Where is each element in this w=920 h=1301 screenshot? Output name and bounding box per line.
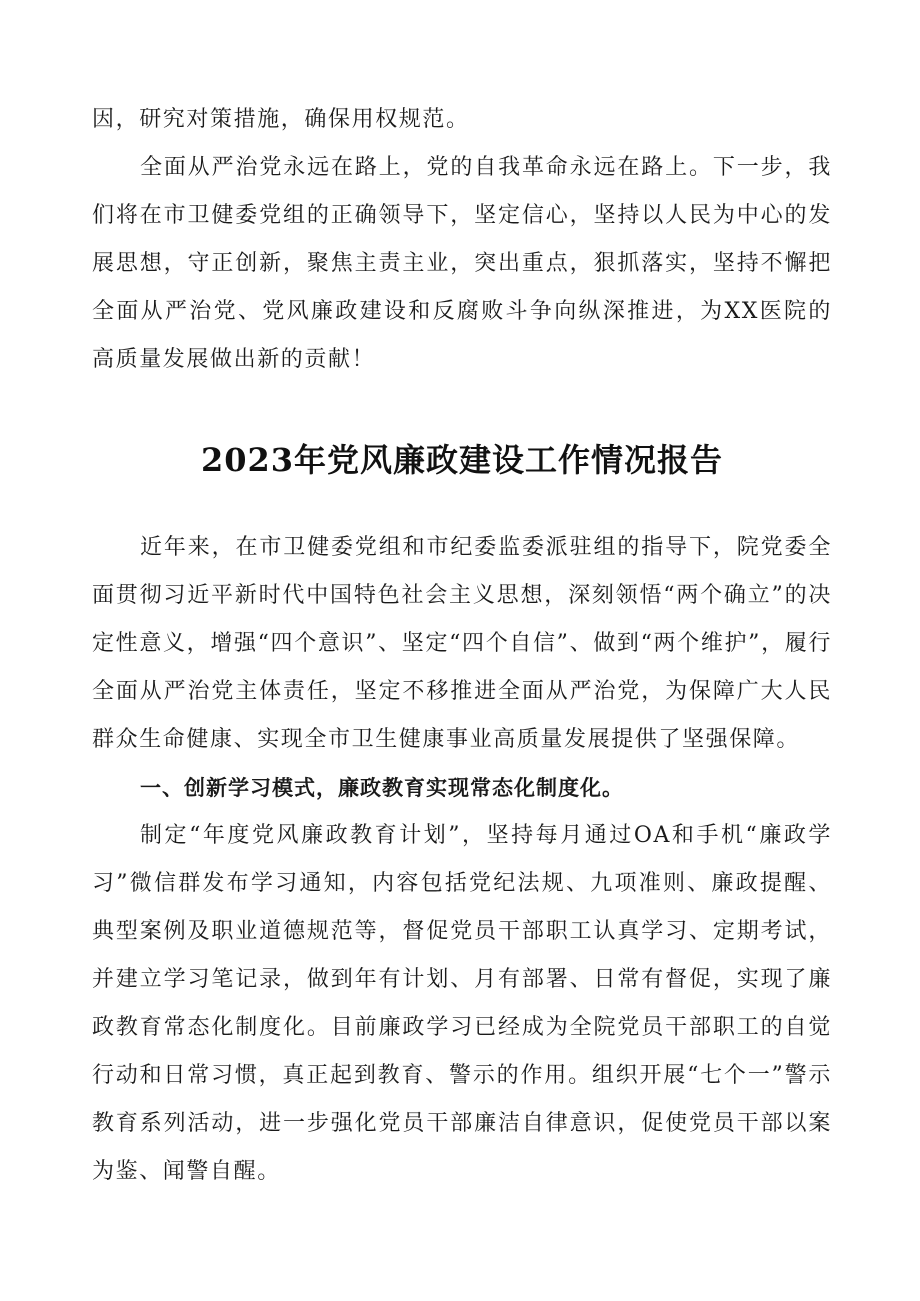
continued-paragraph: 因，研究对策措施，确保用权规范。 <box>92 107 470 132</box>
intro-paragraph: 近年来，在市卫健委党组和市纪委监委派驻组的指导下，院党委全面贯彻习近平新时代中国特色社会主义思想，深刻领悟“两个确立”的决定性意义，增强“四个意识”、坚定“四个自信”、做到“两个维护”，履行全面从严治党主体责任，坚定不移推进全面从严治党，为保障广大人民群众生命健康、实现全市卫生健康事业高质量发展提供了坚强保障。 <box>92 535 832 752</box>
document-page <box>92 96 832 1196</box>
report-title: 2023年党风廉政建设工作情况报告 <box>200 441 724 479</box>
section-body-paragraph: 制定“年度党风廉政教育计划”，坚持每月通过OA和手机“廉政学习”微信群发布学习通知，内容包括党纪法规、九项准则、廉政提醒、典型案例及职业道德规范等，督促党员干部职工认真学习、定期考试，并建立学习笔记录，做到年有计划、月有部署、日常有督促，实现了廉政教育常态化制度化。目前廉政学习已经成为全院党员干部职工的自觉行动和日常习惯，真正起到教育、警示的作用。组织开展“七个一”警示教育系列活动，进一步强化党员干部廉洁自律意识，促使党员干部以案为鉴、闻警自醒。 <box>92 823 832 1184</box>
closing-paragraph: 全面从严治党永远在路上，党的自我革命永远在路上。下一步，我们将在市卫健委党组的正确领导下，坚定信心，坚持以人民为中心的发展思想，守正创新，聚焦主责主业，突出重点，狠抓落实，坚持不懈把全面从严治党、党风廉政建设和反腐败斗争向纵深推进，为XX医院的高质量发展做出新的贡献！ <box>92 155 832 372</box>
section-heading: 一、创新学习模式，廉政教育实现常态化制度化。 <box>140 776 624 800</box>
